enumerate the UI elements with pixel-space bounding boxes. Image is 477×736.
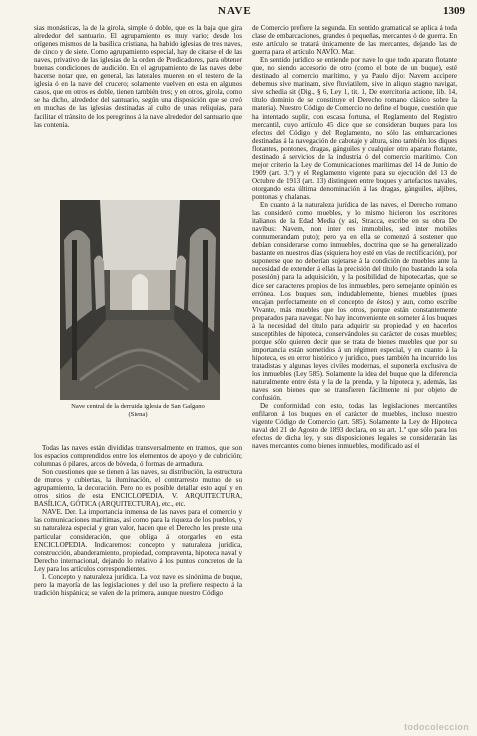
church-ruins-photo <box>60 200 220 400</box>
figure <box>34 200 242 440</box>
paragraph: NAVE. Der. La importancia inmensa de las naves para el comercio y las comunicaciones marítimas, así como para la riqueza de los pueblos, y su naturaleza especial y gran valor, hacen que el Derecho les preste una particular consideración, que obliga á otorgarles en esta ENCICLOPEDIA. Indicaremos: concepto y naturaleza jurídica, construcción, abanderamiento, propiedad, compraventa, hipoteca naval y Derecho internacional, dejando lo relativo á los puntos concretos de la Ley para los artículos correspondientes. <box>34 508 242 573</box>
figure-caption-location: (Siena) <box>128 411 148 418</box>
figure-caption-line: Nave central de la derruida iglesia de San Galgano <box>71 403 205 410</box>
watermark: todocoleccion <box>404 722 469 732</box>
running-title: NAVE <box>218 5 252 17</box>
running-head <box>0 5 477 21</box>
paragraph: sias monásticas, la de la girola, simple ó doble, que es la baja que gira alrededor del santuario. El agrupamiento es muy vario; desde los orígenes mismos de la basílica cristiana, ha habido iglesias de tres naves, de cinco y de siete. Como agrupamiento especial, hay de citarse el de las naves, privativo de las iglesias de la orden de Predicadores, para obtener buenas condiciones de audición. En el agrupamiento de las naves debe hacerse notar que, en general, las laterales mueren en el testero de la iglesia ó en la nave del crucero; solamente vuelven en esta en algunos casos, que en otros es doble, tienen también tres; y en otros, girola, como se ha dicho, alrededor del santuario, según una disposición que se creó en muchas de las iglesias destinadas al culto de unas reliquias, para facilitar el tránsito de los peregrinos á la nave alrededor del santuario que las contenía. <box>34 24 242 129</box>
right-column <box>252 24 457 724</box>
paragraph: En sentido jurídico se entiende por nave lo que todo aparato flotante que, no siendo accesorio de otro (como el bote de un buque), esté destinado al comercio marítimo, y ya Paulo dijo: Navem accipere debemus sive marinam, sive fluviatilem, sive in aliquo stagno navigat, sive schedia sit (Dig., § 6, Ley 1, tit. 1, De exercitoria actione, lib. 14, título dominio de se constituye el Derecho romano clásico sobre la materia). Nuestro Código de Comercio no define el buque, cuestión que ha intentado suplir, con escasa fortuna, el Reglamento del Registro mercantil, cuyo artículo 45 dice que se consideran buques para los efectos del Código y del Reglamento, no sólo las embarcaciones destinadas á la navegación de cabotaje y altura, sino también los diques flotantes, pontones, dragas, gánguiles y cualquier otro aparato flotante, destinado á servicios de la industria ó del comercio marítimo. Con mejor criterio la Ley de Comunicaciones marítimas del 14 de Junio de 1909 (art. 3.º) y el Reglamento vigente para su ejecución del 13 de Octubre de 1913 (art. 13) distinguen entre buques y artefactos navales, otorgando esta última denominación á las dragas, gánguiles, aljibes, pontonas y chalanas. <box>252 56 457 201</box>
paragraph: Son cuestiones que se tienen á las naves, su distribución, la estructura de muros y cubiertas, la iluminación, el contrarresto mutuo de su agrupamiento, la decoración. Pero no es posible detallar esto aquí y en otros sitios de esta ENCICLOPEDIA. V. ARQUITECTURA, BASÍLICA, GÓTICA (ARQUITECTURA), etc., etc. <box>34 468 242 509</box>
left-column-bottom-text <box>34 444 242 720</box>
figure-caption <box>34 403 242 419</box>
page-number: 1309 <box>443 5 465 17</box>
paragraph: I. Concepto y naturaleza jurídica. La voz nave es sinónima de buque, pero la mayoría de las legislaciones y del uso la prefiere respecto á la tradición hispánica; se valen de la primera, aunque nuestro Código <box>34 572 242 597</box>
paragraph: En cuanto á la naturaleza jurídica de las naves, el Derecho romano las consideró como muebles, y lo mismo hicieron los escritores italianos de la Edad Media (y así, Stracca, escribe en su obra De navibus: Navem, non inter res immobiles, sed inter mobiles connumerandam puto); pero ya en ella se comenzó á sostener que debían considerarse como inmuebles, doctrina que se ha generalizado bastante en nuestros días (siquiera hoy esté en vías de rectificación), por suponerse que no deberían sujetarse á la condición de muebles ante la necesidad de extender á ellas la precisión del título (no bastando la sola posesión) para la adquisición, y la posibilidad de hipotecarlas, que se dice ser caracteres propios de los inmuebles, pero semejante opinión es errónea. Los buques son, indudablemente, bienes muebles (pues encajan perfectamente en el concepto de éstos) y aun, como escribe Vivante, más muebles que los otros, porque están constantemente preparados para navegar. No hay inconveniente en someter á los buques á la necesidad del título para adquirir su propiedad y en hacerlos susceptibles de hipoteca, conservándoles su carácter de cosas muebles; porque sólo quieren decir que se trata de bienes muebles que por su importancia están sometidos á un régimen especial, y en cuanto á la hipoteca, es en error histórico y jurídico, pues también ha incurrido los tratadistas y algunas leyes civiles modernas, el suponerla exclusiva de los inmuebles (Ley 585). Solamente la idea del buque que la diferencia naturalmente entre ésta y la de la prenda, y la hipoteca y, además, las naves son bienes que se transfieren fácilmente ni por objeto de confusión. <box>252 201 457 403</box>
paragraph: Todas las naves están divididas transversalmente en tramos, que son los espacios comprendidos entre los elementos de apoyo y de cubrición; columnas ó pilares, arcos de bóveda, ó formas de armadura. <box>34 444 242 469</box>
paragraph: de Comercio prefiere la segunda. En sentido gramatical se aplica á toda clase de embarcaciones, grandes ó pequeñas, mercantes ó de guerra. En este artículo se tratará únicamente de las mercantes, dejando las de guerra para el artículo NAVÍO. Mar. <box>252 24 457 57</box>
left-column <box>34 24 242 724</box>
paragraph: De conformidad con esto, todas las legislaciones mercantiles enfilaron á los buques en el carácter de muebles, incluso nuestro vigente Código de Comercio (art. 585). Solamente la Ley de Hipoteca naval del 21 de Agosto de 1893 declara, en su art. 1.º que sólo para los efectos de dicha ley, y sus disposiciones legales se considerarán las naves mercantes como bienes inmuebles, modificado así el <box>252 402 457 451</box>
left-column-top-text <box>34 24 242 194</box>
